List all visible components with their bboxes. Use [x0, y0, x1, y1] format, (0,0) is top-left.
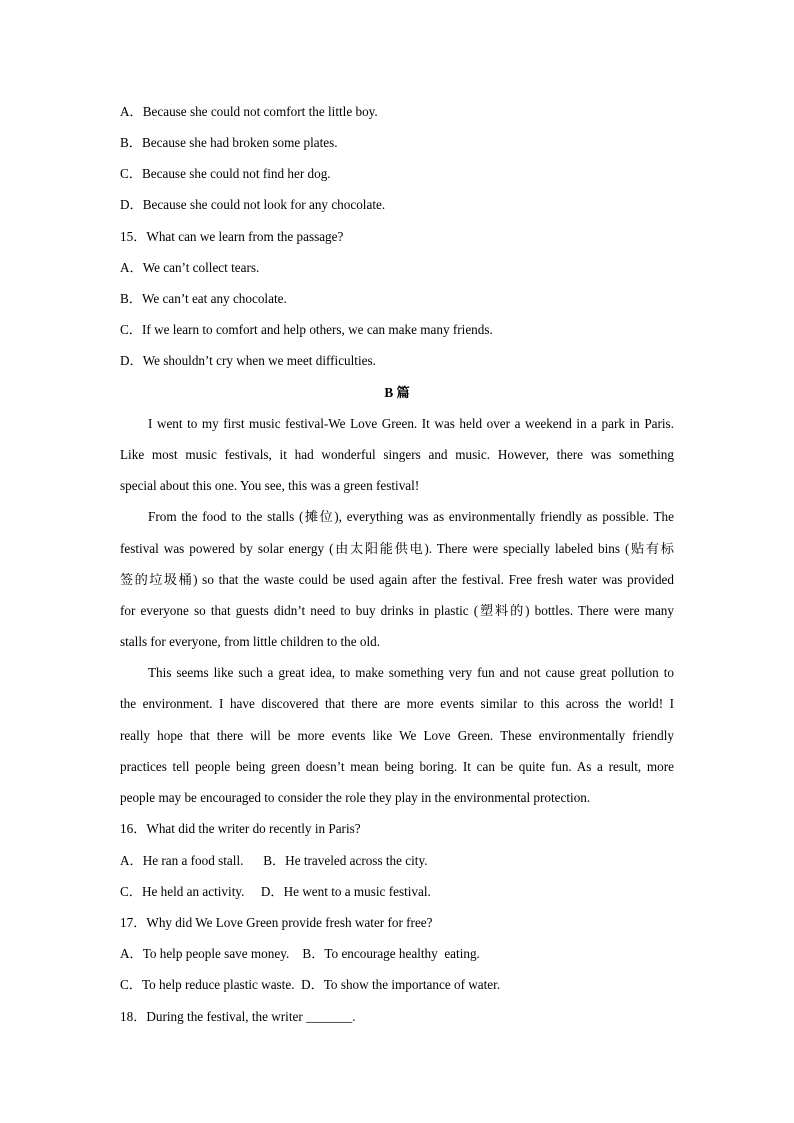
passage-line: 签的垃圾桶) so that the waste could be used again after the festival. Free fresh water was provided: [120, 572, 674, 587]
passage-line: I went to my first music festival-We Love Green. It was held over a weekend in a park in Paris.: [148, 416, 674, 431]
passage-line: people may be encouraged to consider the role they play in the environmental protection.: [120, 790, 591, 805]
q17-options-row2: C．To help reduce plastic waste. D．To show the importance of water.: [120, 977, 501, 992]
passage-line: the environment. I have discovered that there are more events similar to this across the world! I: [120, 696, 674, 711]
q15-option-b: B．We can’t eat any chocolate.: [120, 291, 287, 306]
section-title: B 篇: [384, 385, 410, 400]
q16-question: 16．What did the writer do recently in Paris?: [120, 821, 361, 836]
passage-line: really hope that there will be more events like We Love Green. These environmentally friendly: [120, 728, 674, 743]
q18-question: 18．During the festival, the writer _______.: [120, 1009, 356, 1024]
q14-option-a: A．Because she could not comfort the little boy.: [120, 104, 378, 119]
passage-line: Like most music festivals, it had wonderful singers and music. However, there was something: [120, 447, 674, 462]
passage-line: special about this one. You see, this was a green festival!: [120, 478, 420, 493]
passage-line: This seems like such a great idea, to make something very fun and not cause great pollution to: [148, 665, 674, 680]
passage-line: practices tell people being green doesn’t mean being boring. It can be quite fun. As a result, more: [120, 759, 674, 774]
q16-options-row2: C．He held an activity. D．He went to a music festival.: [120, 884, 431, 899]
q14-option-d: D．Because she could not look for any chocolate.: [120, 197, 386, 212]
passage-line: From the food to the stalls (摊位), everything was as environmentally friendly as possible. The: [148, 509, 674, 524]
q15-option-a: A．We can’t collect tears.: [120, 260, 260, 275]
q17-question: 17．Why did We Love Green provide fresh water for free?: [120, 915, 433, 930]
q16-options-row1: A．He ran a food stall. B．He traveled across the city.: [120, 853, 428, 868]
q17-options-row1: A．To help people save money. B．To encourage healthy eating.: [120, 946, 480, 961]
q15-option-d: D．We shouldn’t cry when we meet difficulties.: [120, 353, 376, 368]
q14-option-c: C．Because she could not find her dog.: [120, 166, 331, 181]
passage-line: festival was powered by solar energy (由太阳能供电). There were specially labeled bins (贴有标: [120, 541, 674, 556]
passage-line: for everyone so that guests didn’t need to buy drinks in plastic (塑料的) bottles. There were many: [120, 603, 674, 618]
q15-question: 15．What can we learn from the passage?: [120, 229, 344, 244]
q15-option-c: C．If we learn to comfort and help others, we can make many friends.: [120, 322, 493, 337]
passage-line: stalls for everyone, from little children to the old.: [120, 634, 381, 649]
q14-option-b: B．Because she had broken some plates.: [120, 135, 338, 150]
